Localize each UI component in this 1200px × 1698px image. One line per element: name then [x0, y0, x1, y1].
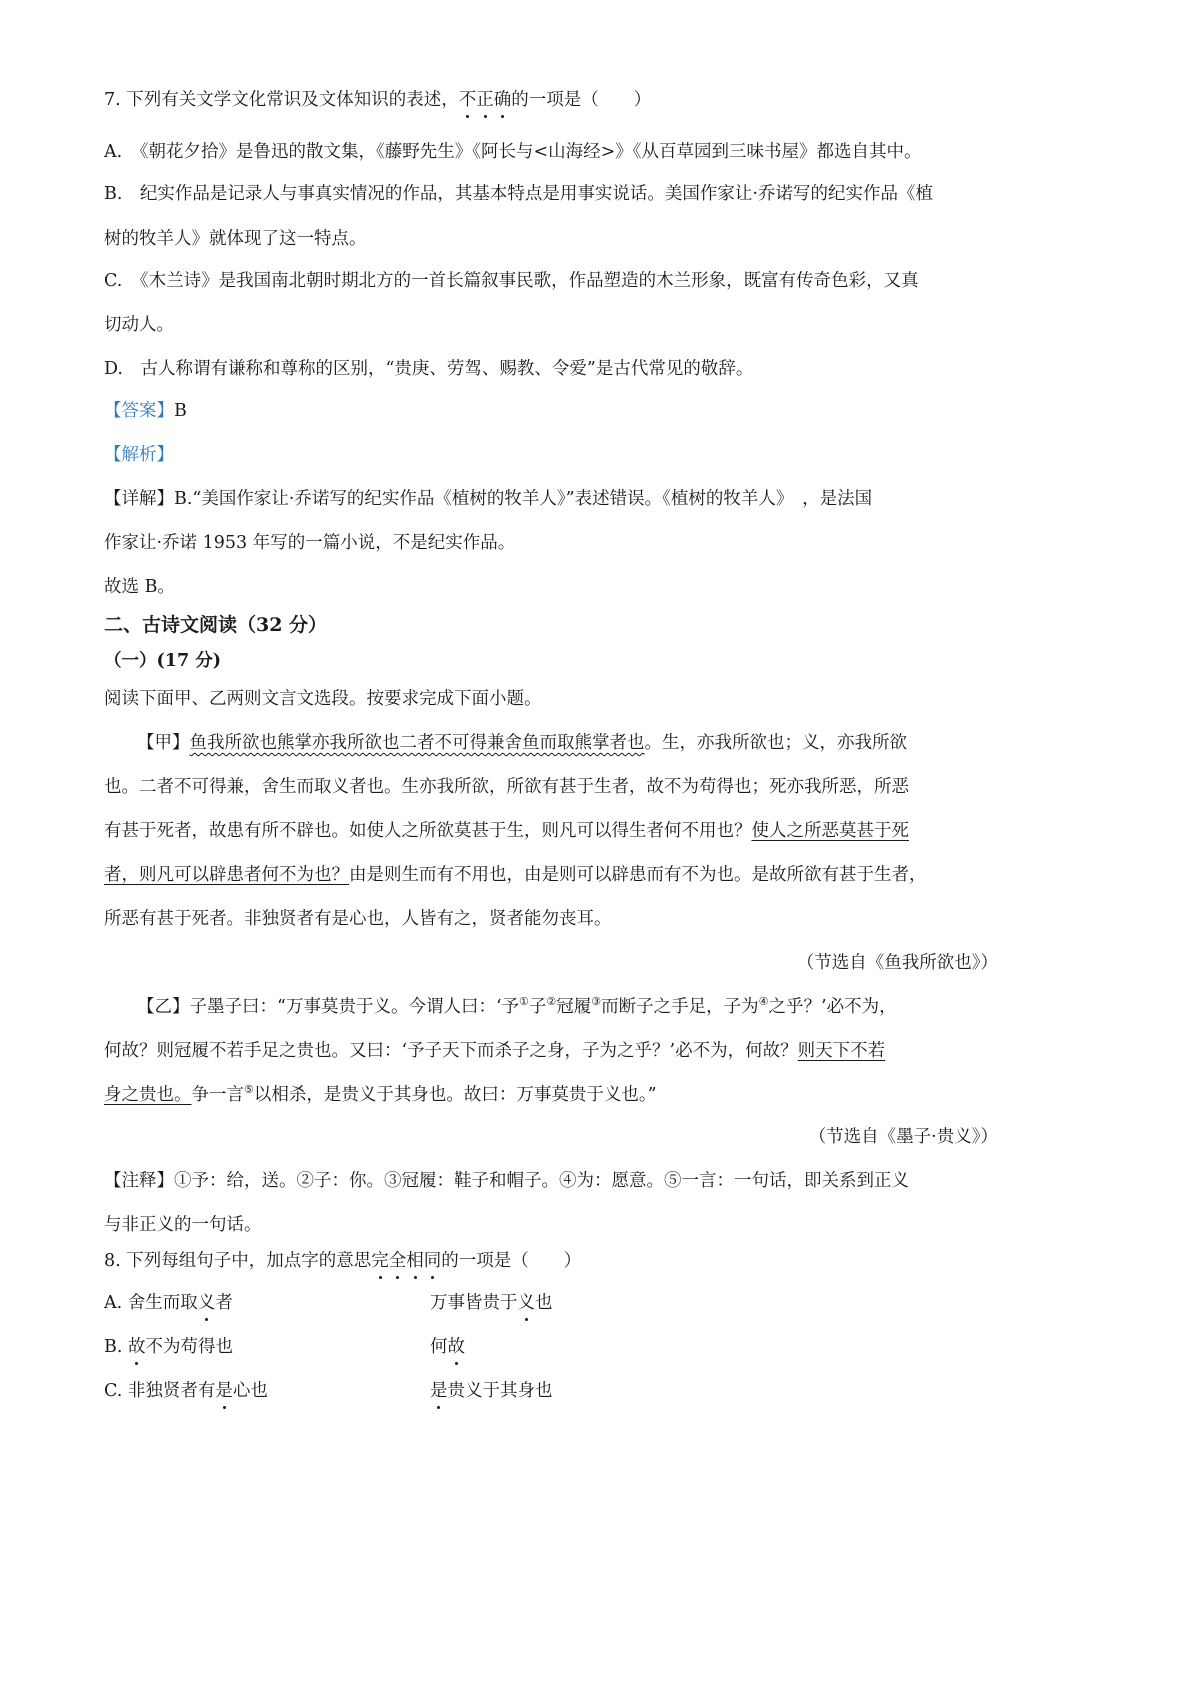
- emphasis-dot-char: 同: [424, 1248, 442, 1274]
- notes-line2: 与非正义的一句话。: [104, 1215, 262, 1235]
- q8-stem: 8. 下列每组句子中，加点字的意思完全相同的一项是（ ）: [104, 1248, 581, 1274]
- q8-option-a: A. 舍生而取义者 万事皆贵于义也: [104, 1290, 804, 1316]
- q7-option-c-line2: 切动人。: [104, 315, 174, 335]
- q8-option-c: C. 非独贤者有是心也 是贵义于其身也: [104, 1378, 804, 1404]
- underlined-sentence: 身之贵也。: [104, 1085, 192, 1105]
- q7-option-b-line1: B. 纪实作品是记录人与事真实情况的作品，其基本特点是用事实说话。美国作家让·乔诺写的纪实作品《植: [104, 184, 933, 204]
- emphasis-dot-char: 相: [406, 1248, 424, 1274]
- q7-option-c-line1: C. 《木兰诗》是我国南北朝时期北方的一首长篇叙事民歌，作品塑造的木兰形象，既富有传奇色彩，又真: [104, 271, 919, 291]
- passage-yi-line1: 【乙】子墨子曰：“万事莫贵于义。今谓人曰：‘予①子②冠履③而断子之手足，子为④之乎？’必不为，: [137, 995, 897, 1017]
- q8-option-c-right: 是贵义于其身也: [430, 1378, 553, 1404]
- emphasis-dot-char: 是: [215, 1378, 233, 1404]
- passage-jia-line2: 也。二者不可得兼，舍生而取义者也。生亦我所欲，所欲有甚于生者，故不为苟得也；死亦我所恶，所恶: [104, 777, 909, 797]
- emphasis-dot-char: 义: [198, 1290, 216, 1316]
- q7-option-d: D. 古人称谓有谦称和尊称的区别，“贵庚、劳驾、赐教、令爱”是古代常见的敬辞。: [104, 359, 754, 379]
- emphasis-dot-char: 确: [494, 87, 512, 113]
- passage-jia-line5: 所恶有甚于死者。非独贤者有是心也，人皆有之，贤者能勿丧耳。: [104, 909, 612, 929]
- passage-yi-line2: 何故？则冠履不若手足之贵也。又曰：‘予子天下而杀子之身，子为之乎？’必不为，何故？则天下不若: [104, 1041, 886, 1061]
- footnote-marker: ③: [591, 995, 602, 1009]
- passage-jia-line3: 有甚于死者，故患有所不辟也。如使人之所欲莫甚于生，则凡可以得生者何不用也？使人之所恶莫甚于死: [104, 821, 909, 841]
- passage-yi-line3: 身之贵也。争一言⑤以相杀，是贵义于其身也。故曰：万事莫贵于义也。”: [104, 1083, 657, 1105]
- emphasis-dot-char: 不: [459, 87, 477, 113]
- footnote-marker: ④: [758, 995, 769, 1009]
- emphasis-dot-char: 完: [371, 1248, 389, 1274]
- emphasis-dot-char: 正: [476, 87, 494, 113]
- footnote-marker: ①: [519, 995, 529, 1009]
- section-title: 二、古诗文阅读（32 分）: [104, 614, 328, 636]
- reading-intro: 阅读下面甲、乙两则文言文选段。按要求完成下面小题。: [104, 689, 542, 709]
- passage-jia-label: 【甲】: [137, 733, 190, 753]
- passage-jia-line1: 【甲】鱼我所欲也熊掌亦我所欲也二者不可得兼舍鱼而取熊掌者也。生，亦我所欲也；义，亦我所欲: [137, 733, 907, 753]
- wavy-underlined-sentence: 鱼我所欲也熊掌亦我所欲也二者不可得兼舍鱼而取熊掌者也: [189, 733, 645, 753]
- subsection-title: （一）(17 分): [104, 651, 222, 671]
- emphasis-dot-char: 是: [430, 1378, 448, 1404]
- emphasis-dot-char: 义: [518, 1290, 536, 1316]
- answer-value: B: [174, 401, 187, 421]
- answer-label: 【答案】: [104, 401, 174, 421]
- q8-option-b-right: 何故: [430, 1334, 465, 1360]
- passage-jia-source: （节选自《鱼我所欲也》）: [796, 953, 998, 973]
- emphasis-dot-char: 故: [128, 1334, 146, 1360]
- notes-line1: 【注释】①予：给，送。②子：你。③冠履：鞋子和帽子。④为：愿意。⑤一言：一句话，即关系到正义: [104, 1171, 909, 1191]
- q7-stem: 7. 下列有关文学文化常识及文体知识的表述，不正确的一项是（ ）: [104, 87, 651, 113]
- emphasis-dot-char: 全: [389, 1248, 407, 1274]
- footnote-marker: ②: [546, 995, 557, 1009]
- detail-line1: 【详解】B.“美国作家让·乔诺写的纪实作品《植树的牧羊人》”表述错误。《植树的牧羊人》 ，是法国: [104, 489, 873, 509]
- footnote-marker: ⑤: [244, 1083, 254, 1097]
- underlined-sentence: 者，则凡可以辟患者何不为也？: [104, 865, 349, 885]
- analysis-label: 【解析】: [104, 445, 174, 465]
- underlined-sentence: 使人之所恶莫甚于死: [751, 821, 909, 841]
- emphasis-dot-char: 故: [448, 1334, 466, 1360]
- underlined-sentence: 则天下不若: [797, 1041, 886, 1061]
- q7-option-a: A. 《朝花夕拾》是鲁迅的散文集，《藤野先生》《阿长与<山海经>》《从百草园到三味书屋》都选自其中。: [104, 142, 922, 162]
- q7-option-b-line2: 树的牧羊人》就体现了这一特点。: [104, 229, 367, 249]
- q8-option-b: B. 故不为苟得也 何故: [104, 1334, 804, 1360]
- detail-line2: 作家让·乔诺 1953 年写的一篇小说，不是纪实作品。: [104, 533, 516, 553]
- q8-option-a-right: 万事皆贵于义也: [430, 1290, 553, 1316]
- passage-jia-line4: 者，则凡可以辟患者何不为也？由是则生而有不用也，由是则可以辟患而有不为也。是故所欲有甚于生者，: [104, 865, 927, 885]
- answer-line: [104, 398, 187, 424]
- conclusion: 故选 B。: [104, 577, 175, 597]
- passage-yi-source: （节选自《墨子·贵义》）: [808, 1127, 998, 1147]
